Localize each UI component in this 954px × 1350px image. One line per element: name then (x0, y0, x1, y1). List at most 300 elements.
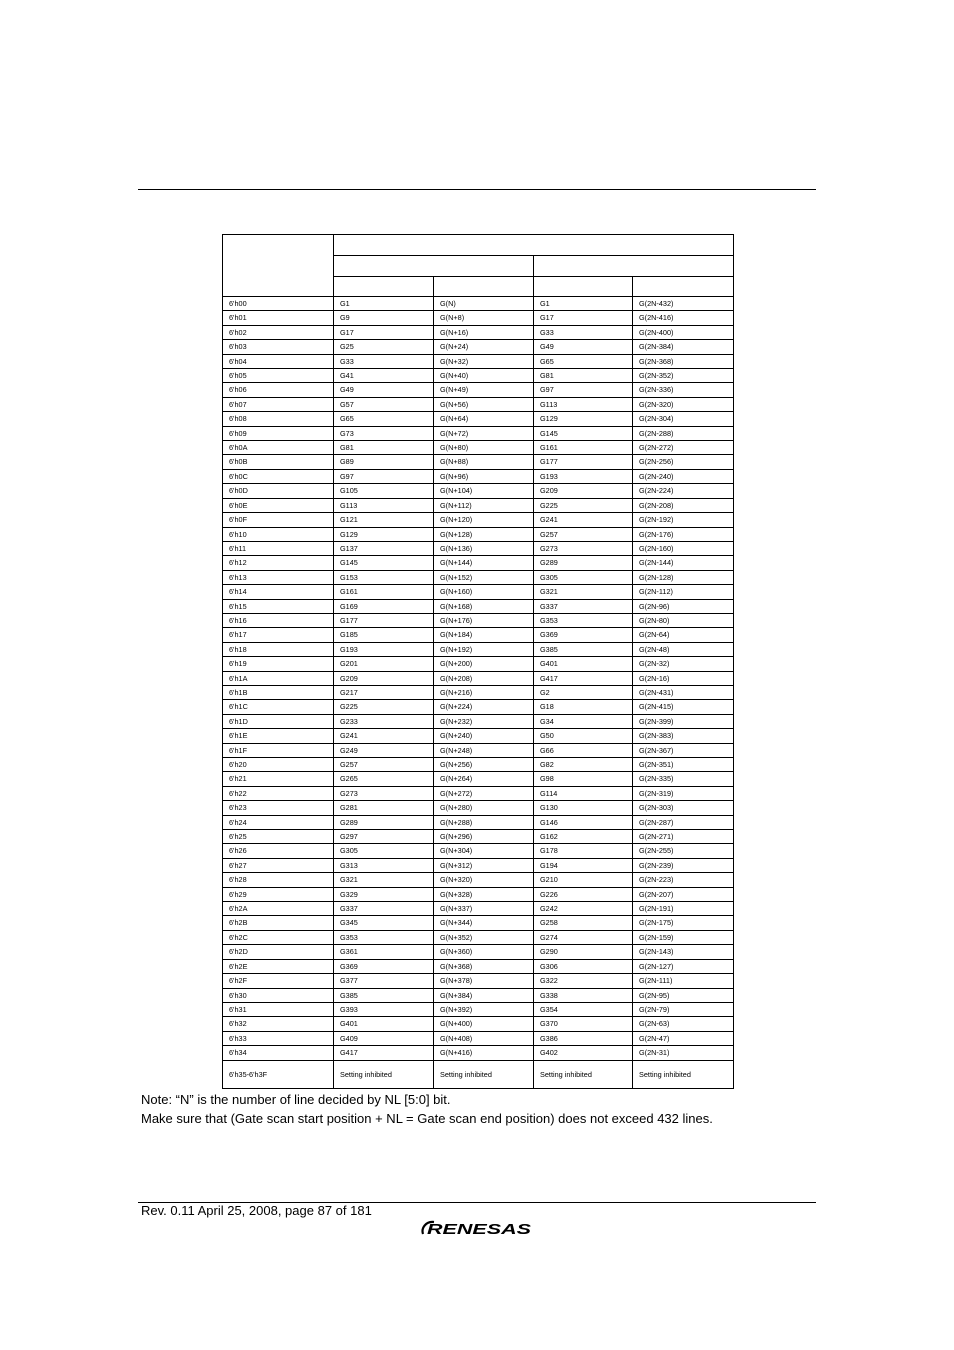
table-cell: G194 (534, 858, 633, 872)
table-cell: Setting inhibited (434, 1060, 534, 1088)
table-header-blank-cell (223, 235, 334, 297)
table-row (223, 1017, 734, 1031)
table-cell: G(N+88) (434, 455, 534, 469)
table-cell: 6'h1F (223, 743, 334, 757)
table-row (223, 988, 734, 1002)
table-cell: 6'h19 (223, 657, 334, 671)
table-cell: G409 (334, 1031, 434, 1045)
table-cell: G(2N-352) (633, 369, 734, 383)
table-cell: 6'h10 (223, 527, 334, 541)
table-cell: G361 (334, 945, 434, 959)
table-cell: G(2N-192) (633, 513, 734, 527)
table-cell: G145 (534, 426, 633, 440)
table-cell: G(2N-159) (633, 930, 734, 944)
table-cell: G241 (534, 513, 633, 527)
table-cell: G(2N-16) (633, 671, 734, 685)
table-cell: G(2N-64) (633, 628, 734, 642)
table-cell: 6'h0C (223, 469, 334, 483)
table-header-subgroup-cell (534, 256, 734, 277)
table-cell: G290 (534, 945, 633, 959)
table-cell: G82 (534, 758, 633, 772)
table-cell: G306 (534, 959, 633, 973)
table-row (223, 801, 734, 815)
table-cell: 6'h2F (223, 974, 334, 988)
table-cell: G(2N-431) (633, 685, 734, 699)
table-cell: 6'h25 (223, 830, 334, 844)
table-row (223, 628, 734, 642)
table-cell: G(2N-384) (633, 340, 734, 354)
table-cell: 6'h2D (223, 945, 334, 959)
table-cell: G17 (534, 311, 633, 325)
table-cell: Setting inhibited (534, 1060, 633, 1088)
table-row (223, 613, 734, 627)
table-cell: G153 (334, 570, 434, 584)
table-cell: G209 (534, 484, 633, 498)
table-cell: G297 (334, 830, 434, 844)
table-cell: G337 (334, 902, 434, 916)
table-row (223, 441, 734, 455)
table-cell: 6'h20 (223, 758, 334, 772)
table-cell: G(N+80) (434, 441, 534, 455)
table-cell: G(N+256) (434, 758, 534, 772)
table-cell: G322 (534, 974, 633, 988)
table-cell: 6'h14 (223, 585, 334, 599)
table-cell: G(N+184) (434, 628, 534, 642)
table-row (223, 369, 734, 383)
table-cell: G(N+352) (434, 930, 534, 944)
table-cell: G337 (534, 599, 633, 613)
table-row (223, 729, 734, 743)
table-cell: 6'h32 (223, 1017, 334, 1031)
table-cell: G114 (534, 786, 633, 800)
table-cell: G313 (334, 858, 434, 872)
table-cell: G1 (534, 297, 633, 311)
table-cell: G1 (334, 297, 434, 311)
table-row (223, 1031, 734, 1045)
table-cell: G(N+360) (434, 945, 534, 959)
table-cell: G274 (534, 930, 633, 944)
table-cell: G193 (534, 469, 633, 483)
table-cell: G(2N-95) (633, 988, 734, 1002)
table-cell: G33 (334, 354, 434, 368)
table-cell: 6'h09 (223, 426, 334, 440)
table-cell: G233 (334, 714, 434, 728)
table-cell: G(2N-127) (633, 959, 734, 973)
table-row (223, 412, 734, 426)
table-cell: G(N+160) (434, 585, 534, 599)
table-cell: G34 (534, 714, 633, 728)
table-cell: 6'h0D (223, 484, 334, 498)
table-header-column-cell (534, 277, 633, 297)
table-cell: 6'h12 (223, 556, 334, 570)
table-row (223, 671, 734, 685)
table-cell: 6'h34 (223, 1046, 334, 1060)
table-cell: G(2N-208) (633, 498, 734, 512)
table-cell: G(2N-63) (633, 1017, 734, 1031)
table-row (223, 930, 734, 944)
table-row (223, 844, 734, 858)
table-cell: G(2N-335) (633, 772, 734, 786)
table-cell: G273 (534, 541, 633, 555)
table-cell: G162 (534, 830, 633, 844)
table-cell: 6'h02 (223, 325, 334, 339)
table-cell: G(N+200) (434, 657, 534, 671)
table-cell: G97 (534, 383, 633, 397)
table-row (223, 657, 734, 671)
table-cell: G(N+248) (434, 743, 534, 757)
table-cell: 6'h16 (223, 613, 334, 627)
table-cell: G(2N-239) (633, 858, 734, 872)
table-cell: G(N+208) (434, 671, 534, 685)
table-row (223, 585, 734, 599)
table-cell: G(2N-96) (633, 599, 734, 613)
table-cell: 6'h18 (223, 642, 334, 656)
table-cell: G(2N-367) (633, 743, 734, 757)
table-row (223, 1002, 734, 1016)
table-cell: G(N+328) (434, 887, 534, 901)
table-cell: G(N) (434, 297, 534, 311)
table-cell: G33 (534, 325, 633, 339)
table-cell: G(N+264) (434, 772, 534, 786)
table-cell: G242 (534, 902, 633, 916)
table-row (223, 469, 734, 483)
table-cell: G385 (334, 988, 434, 1002)
table-cell: G209 (334, 671, 434, 685)
table-cell: G401 (334, 1017, 434, 1031)
table-cell: G305 (534, 570, 633, 584)
table-cell: G393 (334, 1002, 434, 1016)
table-cell: G(2N-80) (633, 613, 734, 627)
table-cell: 6'h1A (223, 671, 334, 685)
table-row (223, 974, 734, 988)
table-cell: G98 (534, 772, 633, 786)
table-row (223, 570, 734, 584)
table-cell: 6'h1C (223, 700, 334, 714)
table-row (223, 815, 734, 829)
table-cell: 6'h00 (223, 297, 334, 311)
table-cell: G193 (334, 642, 434, 656)
table-cell: G(N+337) (434, 902, 534, 916)
table-row (223, 354, 734, 368)
table-row (223, 383, 734, 397)
table-cell: 6'h22 (223, 786, 334, 800)
table-cell: G(2N-240) (633, 469, 734, 483)
table-cell: 6'h08 (223, 412, 334, 426)
table-cell: G178 (534, 844, 633, 858)
table-cell: G65 (334, 412, 434, 426)
table-cell: G49 (534, 340, 633, 354)
table-cell: G249 (334, 743, 434, 757)
table-cell: G(2N-144) (633, 556, 734, 570)
table-cell: G17 (334, 325, 434, 339)
table-cell: G289 (334, 815, 434, 829)
table-cell: G(2N-191) (633, 902, 734, 916)
table-row (223, 887, 734, 901)
table-cell: G(2N-400) (633, 325, 734, 339)
table-row (223, 916, 734, 930)
table-cell: 6'h07 (223, 397, 334, 411)
table-cell: G(2N-256) (633, 455, 734, 469)
table-cell: G(2N-415) (633, 700, 734, 714)
table-row (223, 325, 734, 339)
table-row (223, 426, 734, 440)
table-cell: 6'h27 (223, 858, 334, 872)
table-cell: G137 (334, 541, 434, 555)
table-row (223, 642, 734, 656)
table-cell: 6'h05 (223, 369, 334, 383)
table-cell: 6'h29 (223, 887, 334, 901)
footer-revision-text: Rev. 0.11 April 25, 2008, page 87 of 181 (141, 1203, 372, 1218)
table-cell: G129 (334, 527, 434, 541)
table-cell: G210 (534, 873, 633, 887)
table-cell: 6'h35-6'h3F (223, 1060, 334, 1088)
table-cell: G305 (334, 844, 434, 858)
table-cell: G(2N-176) (633, 527, 734, 541)
table-cell: 6'h0F (223, 513, 334, 527)
table-cell: G(2N-416) (633, 311, 734, 325)
table-cell: G(N+304) (434, 844, 534, 858)
table-body (223, 297, 734, 1089)
table-cell: G(N+120) (434, 513, 534, 527)
table-cell: G(N+168) (434, 599, 534, 613)
table-cell: G(N+416) (434, 1046, 534, 1060)
table-row (223, 772, 734, 786)
table-cell: G50 (534, 729, 633, 743)
table-cell: G(2N-319) (633, 786, 734, 800)
table-cell: 6'h1E (223, 729, 334, 743)
table-cell: G353 (334, 930, 434, 944)
table-cell: G226 (534, 887, 633, 901)
gate-scan-table (222, 234, 734, 1089)
table-cell: G(N+112) (434, 498, 534, 512)
table-cell: G18 (534, 700, 633, 714)
table-cell: 6'h0E (223, 498, 334, 512)
table-cell: 6'h2E (223, 959, 334, 973)
table-cell: 6'h0A (223, 441, 334, 455)
table-cell: G41 (334, 369, 434, 383)
table-cell: G(N+320) (434, 873, 534, 887)
table-cell: G(N+49) (434, 383, 534, 397)
table-cell: G369 (334, 959, 434, 973)
table-cell: G(2N-128) (633, 570, 734, 584)
table-header-column-cell (633, 277, 734, 297)
table-cell: G(N+64) (434, 412, 534, 426)
table-cell: 6'h0B (223, 455, 334, 469)
table-cell: G(2N-320) (633, 397, 734, 411)
table-cell: G417 (534, 671, 633, 685)
table-cell: G25 (334, 340, 434, 354)
table-cell: G130 (534, 801, 633, 815)
table-cell: G257 (334, 758, 434, 772)
table-cell: 6'h15 (223, 599, 334, 613)
table-cell: 6'h03 (223, 340, 334, 354)
table-cell: G169 (334, 599, 434, 613)
table-cell: 6'h24 (223, 815, 334, 829)
table-cell: G(N+24) (434, 340, 534, 354)
table-cell: G329 (334, 887, 434, 901)
table-row (223, 685, 734, 699)
table-row (223, 513, 734, 527)
table-row (223, 297, 734, 311)
table-cell: 6'h33 (223, 1031, 334, 1045)
table-row (223, 700, 734, 714)
table-row (223, 311, 734, 325)
table-row (223, 873, 734, 887)
table-cell: 6'h23 (223, 801, 334, 815)
table-row (223, 455, 734, 469)
table-cell: G113 (334, 498, 434, 512)
table-cell: G(N+288) (434, 815, 534, 829)
table-cell: 6'h2B (223, 916, 334, 930)
table-cell: G(N+32) (434, 354, 534, 368)
table-row (223, 541, 734, 555)
table-cell: G105 (334, 484, 434, 498)
table-cell: G(N+144) (434, 556, 534, 570)
table-cell: G(2N-31) (633, 1046, 734, 1060)
table-row (223, 758, 734, 772)
table-cell: 6'h11 (223, 541, 334, 555)
table-cell: G(2N-32) (633, 657, 734, 671)
table-row (223, 858, 734, 872)
table-cell: G185 (334, 628, 434, 642)
table-cell: G(N+280) (434, 801, 534, 815)
table-cell: G97 (334, 469, 434, 483)
table-cell: G(N+272) (434, 786, 534, 800)
table-header-column-cell (434, 277, 534, 297)
table-cell: 6'h1D (223, 714, 334, 728)
table-cell: G(2N-304) (633, 412, 734, 426)
table-cell: G2 (534, 685, 633, 699)
table-row (223, 714, 734, 728)
table-cell: G321 (334, 873, 434, 887)
table-cell: G369 (534, 628, 633, 642)
table-cell: G(2N-175) (633, 916, 734, 930)
table-cell: G(2N-111) (633, 974, 734, 988)
table-row (223, 397, 734, 411)
table-cell: Setting inhibited (633, 1060, 734, 1088)
table-cell: G(2N-336) (633, 383, 734, 397)
table-cell: G402 (534, 1046, 633, 1060)
table-cell: G(N+392) (434, 1002, 534, 1016)
table-cell: G(N+136) (434, 541, 534, 555)
table-cell: G(2N-351) (633, 758, 734, 772)
table-cell: G(N+72) (434, 426, 534, 440)
table-cell: G353 (534, 613, 633, 627)
table-cell: G(2N-383) (633, 729, 734, 743)
table-cell: G(N+192) (434, 642, 534, 656)
table-cell: G(2N-79) (633, 1002, 734, 1016)
table-cell: G(N+152) (434, 570, 534, 584)
table-cell: G(2N-432) (633, 297, 734, 311)
table-cell: G121 (334, 513, 434, 527)
table-row (223, 599, 734, 613)
table-row (223, 1060, 734, 1088)
table-cell: Setting inhibited (334, 1060, 434, 1088)
table-cell: 6'h31 (223, 1002, 334, 1016)
table-cell: G(N+40) (434, 369, 534, 383)
table-cell: G281 (334, 801, 434, 815)
table-cell: G(N+368) (434, 959, 534, 973)
note-line-1: Note: “N” is the number of line decided by NL [5:0] bit. (141, 1092, 451, 1107)
table-cell: G(N+176) (434, 613, 534, 627)
table-cell: G(2N-272) (633, 441, 734, 455)
table-cell: 6'h17 (223, 628, 334, 642)
table-cell: G(2N-399) (633, 714, 734, 728)
table-cell: G257 (534, 527, 633, 541)
table-cell: G(2N-48) (633, 642, 734, 656)
table-cell: G57 (334, 397, 434, 411)
table-row (223, 556, 734, 570)
table-row (223, 484, 734, 498)
table-cell: G265 (334, 772, 434, 786)
table-cell: G(2N-303) (633, 801, 734, 815)
table-cell: G(N+312) (434, 858, 534, 872)
table-cell: G(N+56) (434, 397, 534, 411)
table-cell: G(N+384) (434, 988, 534, 1002)
table-cell: G(2N-47) (633, 1031, 734, 1045)
table-row (223, 340, 734, 354)
table-cell: G(2N-160) (633, 541, 734, 555)
table-cell: G(2N-207) (633, 887, 734, 901)
table-cell: G258 (534, 916, 633, 930)
table-header-group-cell (334, 235, 734, 256)
table-cell: G145 (334, 556, 434, 570)
table-cell: G65 (534, 354, 633, 368)
table-cell: 6'h2C (223, 930, 334, 944)
table-cell: G417 (334, 1046, 434, 1060)
table-cell: G(N+240) (434, 729, 534, 743)
table-cell: 6'h1B (223, 685, 334, 699)
table-cell: G146 (534, 815, 633, 829)
table-cell: G(2N-223) (633, 873, 734, 887)
table-cell: 6'h06 (223, 383, 334, 397)
table-cell: G(2N-112) (633, 585, 734, 599)
table-cell: G225 (334, 700, 434, 714)
table-cell: 6'h28 (223, 873, 334, 887)
table-cell: G(2N-288) (633, 426, 734, 440)
table-cell: 6'h26 (223, 844, 334, 858)
table-header-column-cell (334, 277, 434, 297)
table-cell: G377 (334, 974, 434, 988)
table-cell: G386 (534, 1031, 633, 1045)
table-cell: G161 (334, 585, 434, 599)
table-cell: 6'h2A (223, 902, 334, 916)
table-cell: 6'h04 (223, 354, 334, 368)
table-cell: G370 (534, 1017, 633, 1031)
table-row (223, 1046, 734, 1060)
note-line-2: Make sure that (Gate scan start position + NL = Gate scan end position) does not exceed 432 lines. (141, 1111, 713, 1126)
table-cell: G177 (534, 455, 633, 469)
table-row (223, 498, 734, 512)
table-cell: G(N+8) (434, 311, 534, 325)
table-header-subgroup-cell (334, 256, 534, 277)
table-cell: G49 (334, 383, 434, 397)
header-rule (138, 189, 816, 190)
table-cell: G401 (534, 657, 633, 671)
table-cell: G(N+232) (434, 714, 534, 728)
table-cell: G217 (334, 685, 434, 699)
table-cell: G113 (534, 397, 633, 411)
table-cell: 6'h13 (223, 570, 334, 584)
table-cell: G(2N-287) (633, 815, 734, 829)
table-cell: G(N+16) (434, 325, 534, 339)
table-cell: G321 (534, 585, 633, 599)
table-row (223, 743, 734, 757)
table-cell: G(N+224) (434, 700, 534, 714)
table-cell: G(2N-368) (633, 354, 734, 368)
table-cell: G241 (334, 729, 434, 743)
table-cell: G(N+296) (434, 830, 534, 844)
